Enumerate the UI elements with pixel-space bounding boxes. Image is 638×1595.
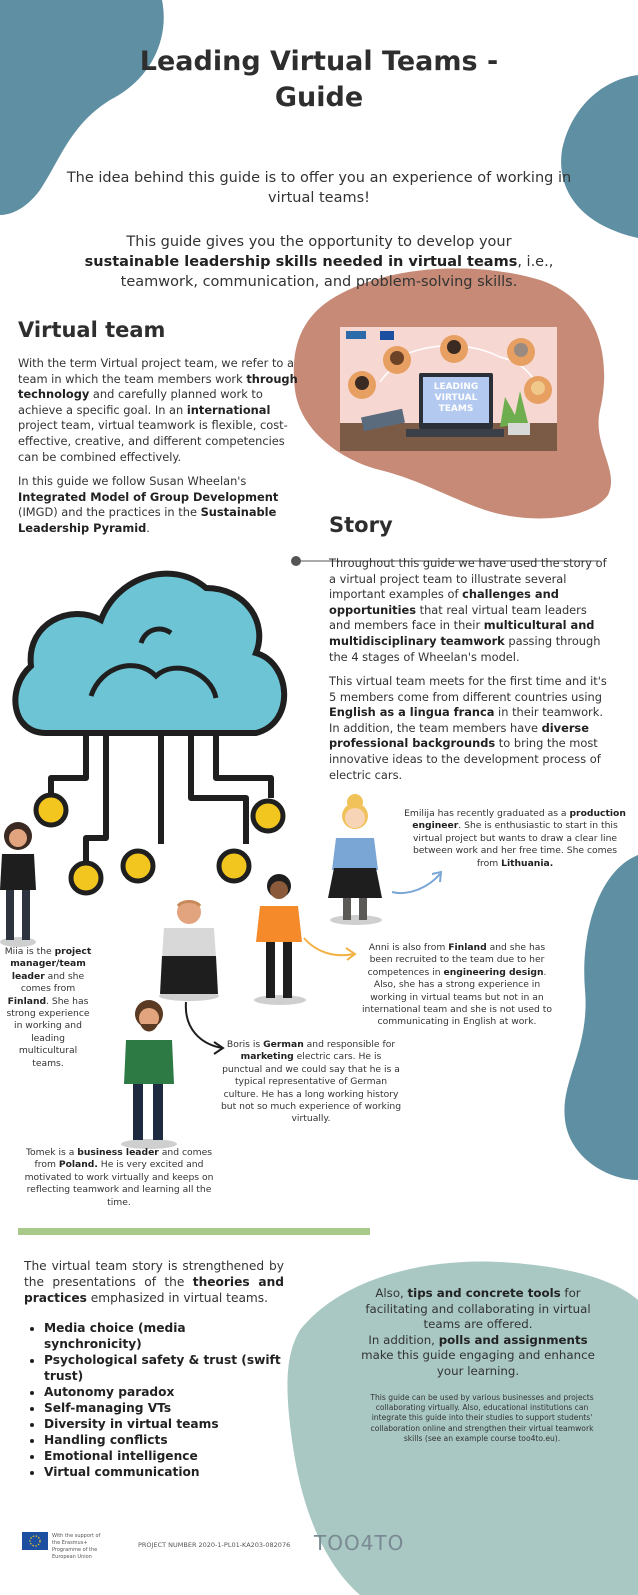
eu-logo xyxy=(22,1532,48,1550)
emilija-caption xyxy=(404,808,626,870)
list-item: • Emotional intelligence xyxy=(44,1448,286,1464)
tools-text: Also, xyxy=(375,1286,408,1300)
story-heading: Story xyxy=(329,513,393,537)
intro-paragraph-1: The idea behind this guide is to offer you an experience of working in virtual teams! xyxy=(66,170,572,206)
vt-text: . xyxy=(146,520,150,535)
character-emilija xyxy=(328,790,384,926)
tools-paragraph xyxy=(352,1286,604,1380)
vt-text: With the term Virtual project team, we refer to a team in which the team members work xyxy=(18,356,294,386)
too4to-logo: TOO4TO xyxy=(314,1531,405,1555)
title-line-1: Leading Virtual Teams - xyxy=(139,46,499,77)
topics-list xyxy=(24,1320,286,1480)
caption-bold: German xyxy=(263,1039,304,1050)
virtual-team-paragraph-2 xyxy=(18,474,300,536)
caption-bold: Finland xyxy=(448,942,487,953)
virtual-team-heading: Virtual team xyxy=(18,318,166,342)
cloud-icon xyxy=(15,574,284,733)
story-bold: diverse professional backgrounds xyxy=(329,720,589,751)
cloud-network-illustration xyxy=(6,548,296,898)
miia-caption xyxy=(2,946,94,1070)
screen-line-3: TEAMS xyxy=(438,404,474,414)
theories-text: emphasized in virtual teams. xyxy=(86,1291,269,1305)
character-tomek xyxy=(120,994,178,1150)
list-item: • Handling conflicts xyxy=(44,1432,286,1448)
caption-bold: Poland. xyxy=(58,1159,98,1171)
story-bold: English as a lingua franca xyxy=(329,705,495,720)
caption-text: electric cars. He is punctual and we could say that he is a typical representative of German culture. He has a long working history but not so much experience of working virtually. xyxy=(220,1051,402,1125)
theories-paragraph xyxy=(24,1258,284,1306)
story-bold: multicultural and multidisciplinary teamwork xyxy=(329,618,595,648)
caption-bold: Lithuania. xyxy=(501,857,554,869)
story-text: in their teamwork. In addition, the team members have xyxy=(329,705,603,735)
anni-caption xyxy=(356,942,558,1029)
caption-text: . Also, she has a strong experience in working in virtual teams but not in an international team and she is not used to communicating in English at work. xyxy=(361,966,552,1028)
list-item: • Autonomy paradox xyxy=(44,1384,286,1400)
caption-text: and responsible for xyxy=(303,1039,396,1050)
emilija-arrow xyxy=(388,868,448,898)
caption-text: . She has strong experience in working and leading multicultural teams. xyxy=(6,995,90,1069)
avatar-3 xyxy=(507,338,535,366)
caption-text: and she has been recruited to the team due to her competences in xyxy=(367,942,546,978)
page-title xyxy=(0,44,638,116)
theories-text: The virtual team story is strengthened by the presentations of the xyxy=(24,1259,284,1289)
intro-text: This guide gives you the opportunity to develop your xyxy=(126,234,512,250)
story-text: passing through the 4 stages of Wheelan's model. xyxy=(329,633,601,664)
vt-text: In this guide we follow Susan Wheelan's xyxy=(18,474,247,488)
avatar-2 xyxy=(440,335,468,363)
caption-bold: production engineer xyxy=(412,808,626,832)
character-anni xyxy=(252,872,308,1006)
story-paragraph-2 xyxy=(329,674,611,783)
tools-note: This guide can be used by various businesses and projects collaborating virtually. Also, educational institutions can integrate this guide into their studies to support students' collaboration online and strengthen their virtual teamwork skills (see an example course too4to.eu). xyxy=(370,1393,594,1443)
anni-arrow xyxy=(302,932,362,962)
caption-text: and comes from xyxy=(34,1147,213,1171)
virtual-meeting-illustration xyxy=(340,327,557,451)
caption-bold: business leader xyxy=(77,1147,159,1158)
vt-bold: Sustainable Leadership Pyramid xyxy=(18,505,277,535)
tools-bold: tips and concrete tools xyxy=(407,1286,561,1300)
story-text: Throughout this guide we have used the story of a virtual project team to illustrate several important examples of xyxy=(329,556,607,602)
virtual-team-paragraph-1 xyxy=(18,356,300,465)
intro-text: , i.e., teamwork, communication, and problem-solving skills. xyxy=(120,254,554,290)
avatar-4 xyxy=(348,371,376,399)
intro-bold: sustainable leadership skills needed in virtual teams xyxy=(84,254,518,270)
avatar-5 xyxy=(524,376,552,404)
caption-text: Emilija has recently graduated as a xyxy=(404,808,570,819)
vt-bold: Integrated Model of Group Development xyxy=(18,489,279,504)
tools-text: make this guide engaging and enhance your learning. xyxy=(361,1348,595,1378)
caption-bold: project manager/team leader xyxy=(10,946,92,982)
caption-text: Boris is xyxy=(226,1039,264,1050)
caption-bold: marketing xyxy=(240,1051,294,1063)
character-miia xyxy=(0,818,38,948)
caption-text: Tomek is a xyxy=(25,1147,78,1158)
list-item: • Self-managing VTs xyxy=(44,1400,286,1416)
vt-text: (IMGD) and the practices in the xyxy=(18,505,201,520)
caption-text: Anni is also from xyxy=(368,942,449,953)
right-middle-blob xyxy=(564,855,638,1180)
caption-bold: Finland xyxy=(7,995,47,1007)
story-bold: challenges and opportunities xyxy=(329,587,559,617)
character-boris xyxy=(158,898,220,1002)
intro-paragraph-2 xyxy=(78,232,560,292)
story-text: that real virtual team leaders and members face in their xyxy=(329,602,587,633)
caption-text: . She is enthusiastic to start in this virtual project but wants to draw a clear line between work and her free time. She comes from xyxy=(412,820,618,869)
project-number: PROJECT NUMBER 2020-1-PL01-KA203-082076 xyxy=(138,1541,291,1549)
title-line-2: Guide xyxy=(274,82,364,113)
tools-text: for facilitating and collaborating in virtual teams are offered. xyxy=(365,1286,591,1332)
avatar-1 xyxy=(383,346,411,374)
vt-text: and carefully planned work to achieve a specific goal. In an xyxy=(18,387,263,417)
tools-bold: polls and assignments xyxy=(438,1332,588,1347)
list-item: • Psychological safety & trust (swift trust) xyxy=(44,1352,286,1384)
caption-text: and she comes from xyxy=(20,970,85,995)
story-text: This virtual team meets for the first time and it's 5 members come from different countries using xyxy=(329,674,607,704)
eu-support-text: With the support of the Erasmus+ Programme of the European Union xyxy=(52,1533,101,1560)
caption-text: He is very excited and motivated to work virtually and keeps on reflecting teamwork and learning all the time. xyxy=(24,1159,214,1208)
story-text: to bring the most innovative ideas to the development process of electric cars. xyxy=(329,736,601,782)
tomek-caption xyxy=(18,1147,220,1209)
list-item: • Media choice (media synchronicity) xyxy=(44,1320,286,1352)
boris-caption xyxy=(220,1039,402,1126)
screen-line-1: LEADING xyxy=(433,382,479,392)
tools-text: In addition, xyxy=(368,1332,439,1347)
list-item: • Diversity in virtual teams xyxy=(44,1416,286,1432)
green-divider xyxy=(18,1228,370,1235)
screen-line-2: VIRTUAL xyxy=(434,393,478,403)
caption-text: Miia is the xyxy=(4,946,55,957)
vt-text: project team, virtual teamwork is flexible, cost-effective, creative, and different competencies can be combined effectively. xyxy=(18,418,288,464)
vt-bold: through technology xyxy=(18,371,298,402)
caption-bold: engineering design xyxy=(443,966,544,978)
list-item: • Virtual communication xyxy=(44,1464,286,1480)
theories-bold: theories and practices xyxy=(24,1275,284,1305)
story-paragraph-1 xyxy=(329,556,611,665)
vt-bold: international xyxy=(186,402,271,417)
